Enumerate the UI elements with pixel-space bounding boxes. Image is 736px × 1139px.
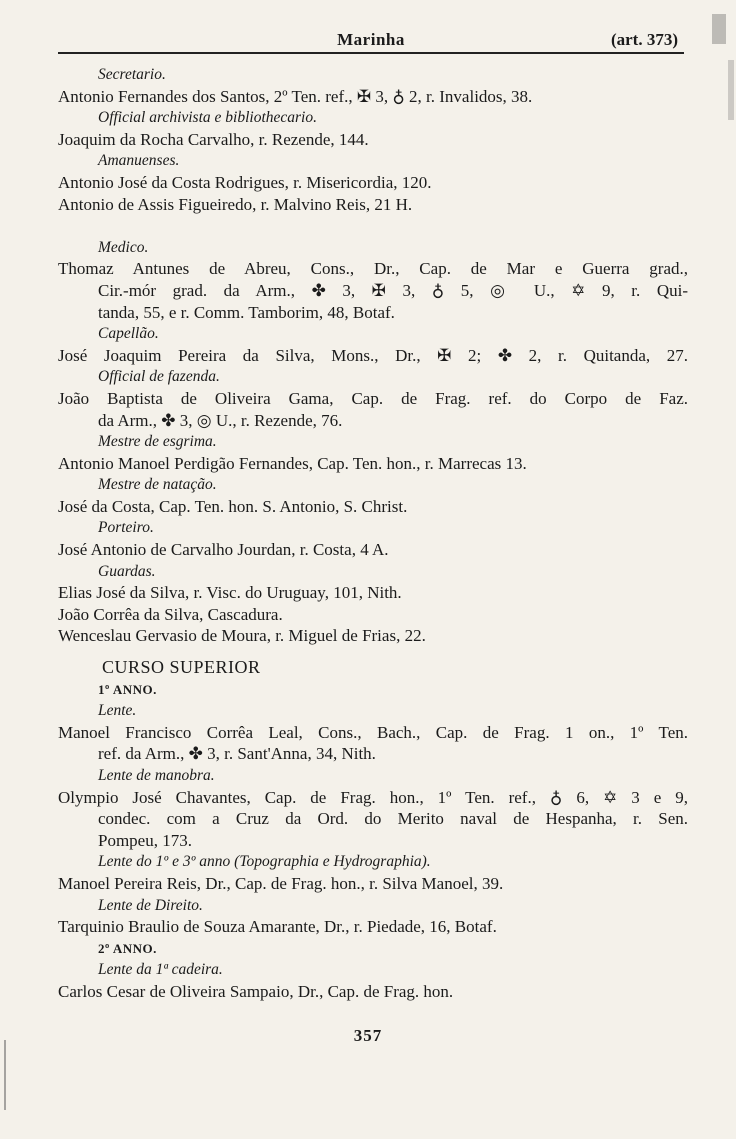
entry-continuation: da Arm., ✤ 3, ◎ U., r. Rezende, 76. xyxy=(98,410,343,430)
section-heading: Guardas. xyxy=(98,562,156,580)
header-title: Marinha xyxy=(337,30,405,49)
blank-line xyxy=(58,647,688,657)
entry-line: João Corrêa da Silva, Cascadura. xyxy=(58,604,283,624)
running-header xyxy=(58,26,684,54)
section-heading: Capellão. xyxy=(98,325,159,343)
document-body xyxy=(58,64,688,1003)
entry-line: José Antonio de Carvalho Jourdan, r. Costa, 4 A. xyxy=(58,540,389,560)
page-number: 357 xyxy=(353,1026,383,1045)
entry-line: Tarquinio Braulio de Souza Amarante, Dr., r. Piedade, 16, Botaf. xyxy=(58,917,497,937)
year-heading: 2º ANNO. xyxy=(98,940,157,956)
section-heading: Lente da 1ª cadeira. xyxy=(98,961,223,979)
entry-continuation: condec. com a Cruz da Ord. do Merito naval de Hespanha, r. Sen. xyxy=(98,809,688,829)
section-heading: Lente do 1º e 3º anno (Topographia e Hydrographia). xyxy=(98,853,431,871)
scan-edge-mark xyxy=(4,1040,6,1110)
entry-line: Antonio José da Costa Rodrigues, r. Misericordia, 120. xyxy=(58,172,432,192)
entry-line: Olympio José Chavantes, Cap. de Frag. hon., 1º Ten. ref., ♁ 6, ✡ 3 e 9, xyxy=(58,787,688,807)
entry-continuation: Pompeu, 173. xyxy=(98,830,192,850)
entry-line: Antonio Manoel Perdigão Fernandes, Cap. Ten. hon., r. Marrecas 13. xyxy=(58,453,527,473)
section-heading: Mestre de natação. xyxy=(98,476,217,494)
year-heading: 1º ANNO. xyxy=(98,681,157,697)
section-heading: Official de fazenda. xyxy=(98,368,220,386)
scan-edge-mark xyxy=(712,14,726,44)
entry-line: Wenceslau Gervasio de Moura, r. Miguel de Frias, 22. xyxy=(58,626,426,646)
entry-line: Manoel Francisco Corrêa Leal, Cons., Bach., Cap. de Frag. 1 on., 1º Ten. xyxy=(58,722,688,742)
section-heading: Lente de Direito. xyxy=(98,896,203,914)
entry-line: João Baptista de Oliveira Gama, Cap. de Frag. ref. do Corpo de Faz. xyxy=(58,388,688,408)
entry-line: Joaquim da Rocha Carvalho, r. Rezende, 144. xyxy=(58,129,369,149)
entry-line: Antonio de Assis Figueiredo, r. Malvino Reis, 21 H. xyxy=(58,194,413,214)
entry-line: Elias José da Silva, r. Visc. do Uruguay, 101, Nith. xyxy=(58,583,402,603)
entry-line: Thomaz Antunes de Abreu, Cons., Dr., Cap. de Mar e Guerra grad., xyxy=(58,259,688,279)
section-heading: Official archivista e bibliothecario. xyxy=(98,109,317,127)
header-article: (art. 373) xyxy=(610,30,678,49)
section-heading: Medico. xyxy=(98,238,149,256)
entry-line: Carlos Cesar de Oliveira Sampaio, Dr., Cap. de Frag. hon. xyxy=(58,981,454,1001)
entry-line: Manoel Pereira Reis, Dr., Cap. de Frag. hon., r. Silva Manoel, 39. xyxy=(58,873,504,893)
course-heading: CURSO SUPERIOR xyxy=(102,657,261,678)
entry-continuation: Cir.-mór grad. da Arm., ✤ 3, ✠ 3, ♁ 5, ◎ U., ✡ 9, r. Qui- xyxy=(98,280,688,300)
section-heading: Mestre de esgrima. xyxy=(98,433,217,451)
scan-edge-mark xyxy=(728,60,734,120)
blank-line xyxy=(58,215,688,237)
entry-line: José Joaquim Pereira da Silva, Mons., Dr., ✠ 2; ✤ 2, r. Quitanda, 27. xyxy=(58,345,688,365)
section-heading: Lente. xyxy=(98,702,137,720)
entry-continuation: tanda, 55, e r. Comm. Tamborim, 48, Botaf. xyxy=(98,302,395,322)
entry-line: José da Costa, Cap. Ten. hon. S. Antonio, S. Christ. xyxy=(58,496,408,516)
entry-line: Antonio Fernandes dos Santos, 2º Ten. ref., ✠ 3, ♁ 2, r. Invalidos, 38. xyxy=(58,86,533,106)
entry-continuation: ref. da Arm., ✤ 3, r. Sant'Anna, 34, Nith. xyxy=(98,744,376,764)
section-heading: Lente de manobra. xyxy=(98,767,215,784)
section-heading: Amanuenses. xyxy=(98,152,180,170)
section-heading: Porteiro. xyxy=(98,519,154,537)
section-heading: Secretario. xyxy=(98,66,166,83)
